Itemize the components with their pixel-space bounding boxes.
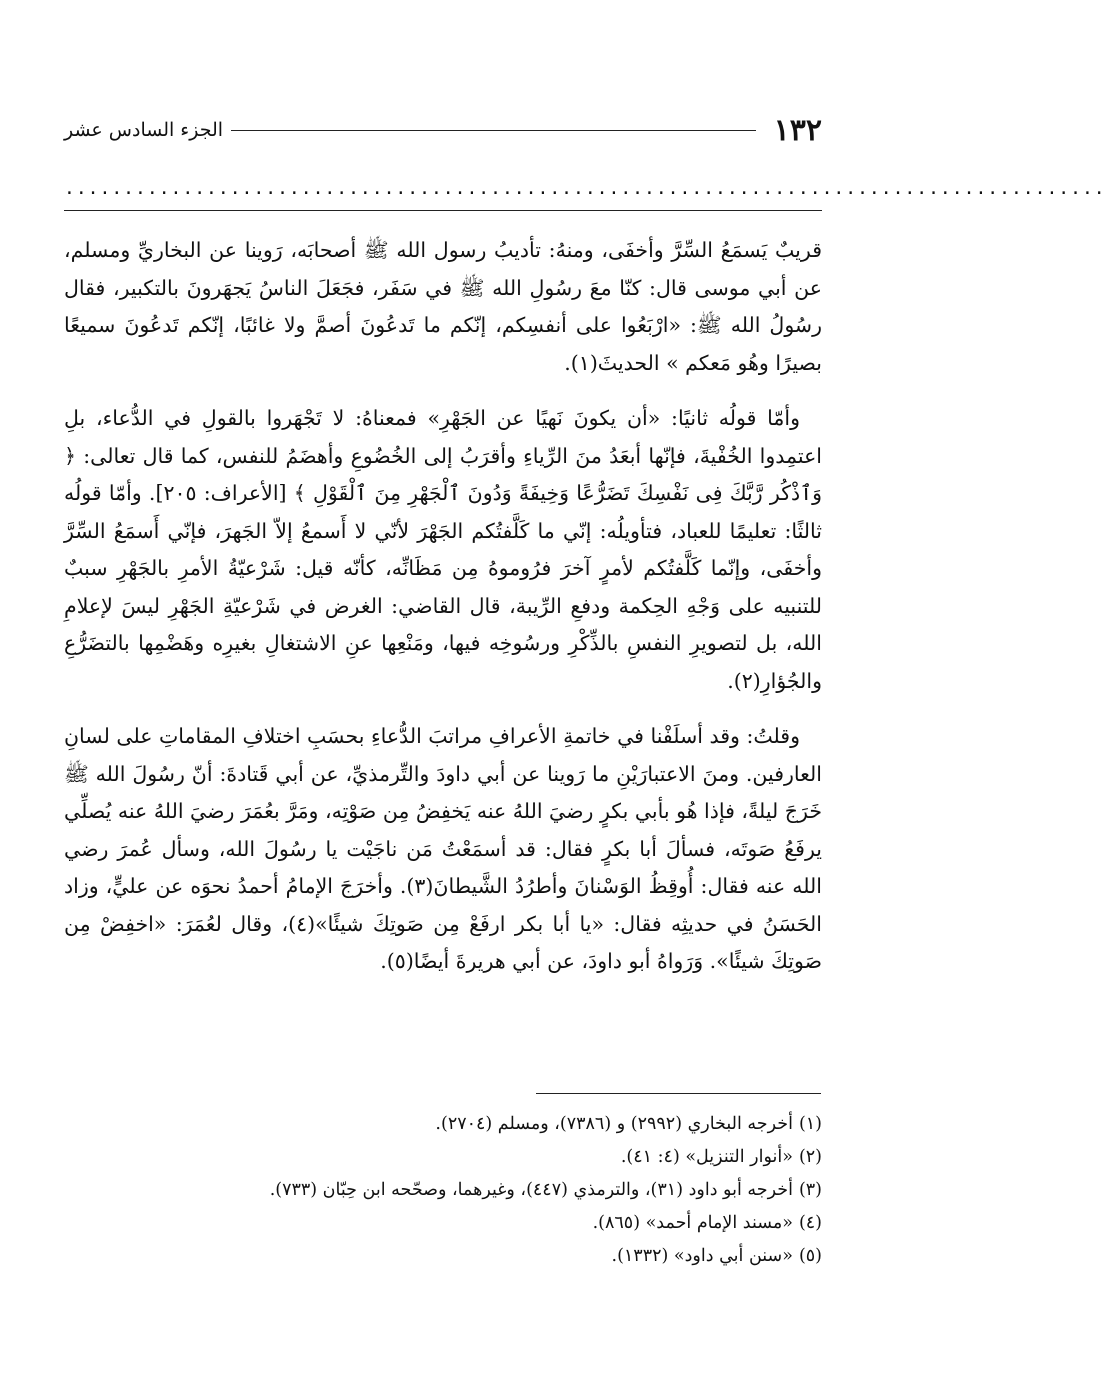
footnote-text: أخرجه أبو داود (٣١)، والترمذي (٤٤٧)، وغيرهما، وصحّحه ابن حِبّان (٧٣٣). xyxy=(269,1180,793,1200)
footnote-number: (٣) xyxy=(798,1180,822,1200)
footnote-text: «سنن أبي داود» (١٣٣٢). xyxy=(611,1246,793,1266)
main-text xyxy=(64,232,822,999)
part-title: الجزء السادس عشر xyxy=(64,119,224,141)
paragraph-3: وقلتُ: وقد أسلَفْنا في خاتمةِ الأعرافِ مراتبَ الدُّعاءِ بحسَبِ اختلافِ المقاماتِ على لسانِ العارفين. ومنَ الاعتبارَيْنِ ما رَوينا عن أبي داودَ والتِّرمذيِّ، عن أبي قَتادةَ: أنّ رسُولَ الله ﷺ خَرَجَ ليلةً، فإذا هُو بأبي بكرٍ رضيَ اللهُ عنه يَخفِضُ مِن صَوْتِه، ومَرَّ بعُمَرَ رضيَ اللهُ عنه يُصلِّي يرفَعُ صَوتَه، فسألَ أبا بكرٍ فقال: قد أسمَعْتُ مَن ناجَيْت يا رسُولَ الله، وسأل عُمرَ رضي الله عنه فقال: أُوقِظُ الوَسْنانَ وأطرُدُ الشَّيطانَ(٣). وأخرَجَ الإمامُ أحمدُ نحوَه عن عليٍّ، وزاد الحَسَنُ في حديثِه فقال: «يا أبا بكر ارفَعْ مِن صَوتِكَ شيئًا»(٤)، وقال لعُمَرَ: «اخفِضْ مِن صَوتِكَ شيئًا». وَرَواهُ أبو داودَ، عن أبي هريرةَ أيضًا(٥). xyxy=(64,724,822,973)
footnote-text: أخرجه البخاري (٢٩٩٢) و (٧٣٨٦)، ومسلم (٢٧٠٤). xyxy=(435,1114,793,1134)
footnote-rule xyxy=(536,1093,821,1094)
footnote-3 xyxy=(64,1174,822,1207)
footnote-5 xyxy=(64,1240,822,1273)
page-number: ١٣٢ xyxy=(773,112,822,148)
footnotes xyxy=(64,1108,822,1273)
footnote-text: «أنوار التنزيل» (٤: ٤١). xyxy=(620,1147,793,1167)
paragraph-2: وأمّا قولُه ثانيًا: «أن يكونَ نَهيًا عن الجَهْرِ» فمعناهُ: لا تَجْهَروا بالقولِ في الدُّعاء، بلِ اعتمِدوا الخُفْيةَ، فإنّها أبعَدُ منَ الرِّياءِ وأقرَبُ إلى الخُضُوعِ وأهضَمُ للنفس، كما قال تعالى: ﴿ وَٱذْكُر رَّبَّكَ فِى نَفْسِكَ تَضَرُّعًا وَخِيفَةً وَدُونَ ٱلْجَهْرِ مِنَ ٱلْقَوْلِ ﴾ [الأعراف: ٢٠٥]. وأمّا قولُه ثالثًا: تعليمًا للعباد، فتأويلُه: إنّي ما كَلَّفتُكم الجَهْرَ لأنّي لا أَسمعُ إلاّ الجَهرَ، فإنّي أَسمَعُ السِّرَّ وأخفَى، وإنّما كَلَّفتُكم لأمرٍ آخرَ فرُوموهُ مِن مَظَانِّه، كأنّه قيل: شَرْعيّةُ الأمرِ بالجَهْرِ سببٌ للتنبيه على وَجْهِ الحِكمة ودفعِ الرِّيبة، قال القاضي: الغرض في شَرْعيّةِ الجَهْرِ ليسَ لإعلامِ الله، بل لتصويرِ النفسِ بالذِّكْرِ ورسُوخِه فيها، ومَنْعِها عنِ الاشتغالِ بغيرِه وهَضْمِها بالتضَرُّعِ والجُؤارِ(٢). xyxy=(64,406,822,693)
header-rule xyxy=(231,130,756,131)
footnote-number: (٥) xyxy=(798,1246,822,1266)
running-header xyxy=(64,110,822,150)
dotted-separator: ........................................................................................ xyxy=(64,178,1106,199)
footnote-number: (٢) xyxy=(798,1147,822,1167)
footnote-4 xyxy=(64,1207,822,1240)
footnote-1 xyxy=(64,1108,822,1141)
footnote-2 xyxy=(64,1141,822,1174)
footnote-number: (١) xyxy=(798,1114,822,1134)
top-rule xyxy=(64,210,822,211)
footnote-number: (٤) xyxy=(798,1213,822,1233)
footnote-text: «مسند الإمام أحمد» (٨٦٥). xyxy=(592,1213,793,1233)
paragraph-1: قريبٌ يَسمَعُ السِّرَّ وأخفَى، ومنهُ: تأديبُ رسول الله ﷺ أصحابَه، رَوينا عن البخاريِّ ومسلم، عن أبي موسى قال: كنّا معَ رسُولِ الله ﷺ في سَفَر، فجَعَلَ الناسُ يَجهَرونَ بالتكبير، فقال رسُولُ الله ﷺ: «ارْبَعُوا على أنفسِكم، إنّكم ما تَدعُونَ أصمَّ ولا غائبًا، إنّكم تَدعُونَ سميعًا بصيرًا وهُو مَعكم » الحديثَ(١). xyxy=(64,238,822,375)
